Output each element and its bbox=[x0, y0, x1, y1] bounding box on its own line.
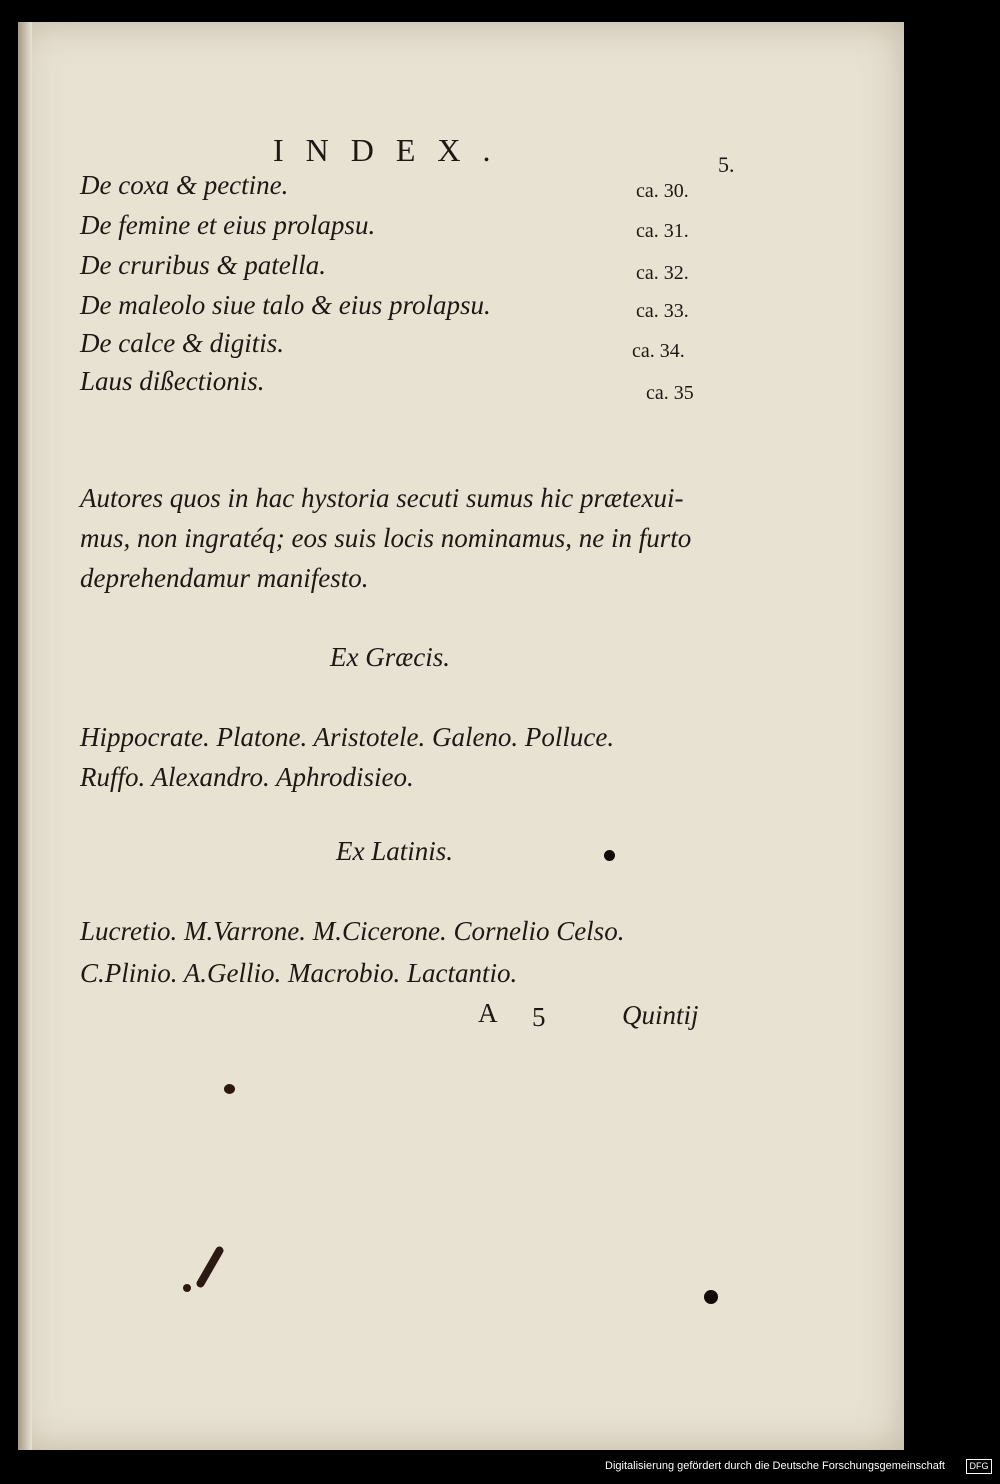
paragraph-line: mus, non ingratéq; eos suis locis nominamus, ne in furto bbox=[80, 523, 692, 553]
toc-entry-title: De femine et eius prolapsu. bbox=[80, 210, 376, 240]
toc-entry-title: De coxa & pectine. bbox=[80, 170, 289, 200]
paragraph-line: deprehendamur manifesto. bbox=[80, 563, 369, 593]
catchword: Quintij bbox=[622, 1000, 699, 1030]
dfg-logo: DFG bbox=[966, 1459, 992, 1474]
page-header-title: INDEX. bbox=[273, 132, 513, 168]
toc-entry-ref: ca. 31. bbox=[636, 220, 689, 242]
toc-entry-ref: ca. 30. bbox=[636, 180, 689, 202]
toc-entry-title: De calce & digitis. bbox=[80, 328, 284, 358]
book-page bbox=[18, 22, 904, 1450]
greek-authors-line: Hippocrate. Platone. Aristotele. Galeno. Polluce. bbox=[80, 722, 615, 752]
page-number: 5. bbox=[718, 152, 735, 177]
ink-spot bbox=[183, 1284, 191, 1292]
toc-entry-ref: ca. 35 bbox=[646, 382, 694, 404]
latin-authors-line: C.Plinio. A.Gellio. Macrobio. Lactantio. bbox=[80, 958, 518, 988]
signature-number: 5 bbox=[532, 1002, 546, 1032]
toc-entry-title: De cruribus & patella. bbox=[80, 250, 326, 280]
toc-entry-title: Laus dißectionis. bbox=[80, 366, 265, 396]
section-heading-greek: Ex Græcis. bbox=[330, 642, 450, 672]
greek-authors-line: Ruffo. Alexandro. Aphrodisieo. bbox=[80, 762, 414, 792]
latin-authors-line: Lucretio. M.Varrone. M.Cicerone. Cornelio Celso. bbox=[80, 916, 625, 946]
toc-entry-ref: ca. 33. bbox=[636, 300, 689, 322]
toc-entry-ref: ca. 32. bbox=[636, 262, 689, 284]
digitization-credit: Digitalisierung gefördert durch die Deutsche Forschungsgemeinschaft bbox=[605, 1460, 945, 1472]
toc-entry-title: De maleolo siue talo & eius prolapsu. bbox=[80, 290, 491, 320]
ink-stroke bbox=[195, 1245, 225, 1289]
paragraph-line: Autores quos in hac hystoria secuti sumus hic prætexui- bbox=[80, 483, 684, 513]
toc-entry-ref: ca. 34. bbox=[632, 340, 685, 362]
authors-paragraph bbox=[80, 478, 730, 598]
ink-spot bbox=[704, 1290, 718, 1304]
ink-spot bbox=[224, 1084, 235, 1094]
section-heading-latin: Ex Latinis. bbox=[336, 836, 454, 866]
signature-mark: A bbox=[478, 998, 498, 1028]
ink-spot bbox=[604, 850, 615, 861]
